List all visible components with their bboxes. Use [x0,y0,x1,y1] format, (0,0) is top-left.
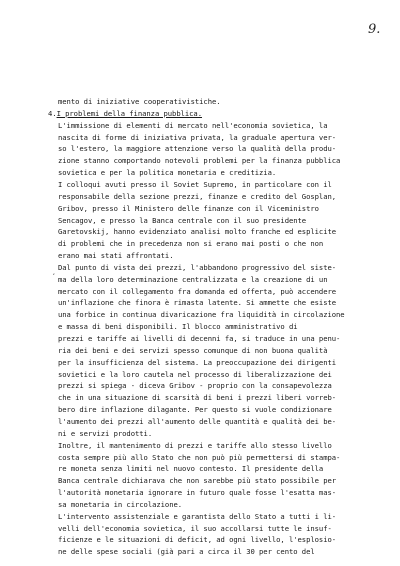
text-line: di problemi che in precedenza non si erano mai posti o che non [58,239,324,249]
text-line: un'inflazione che finora è rimasta latente. Si ammette che esiste [58,298,337,308]
text-line: re moneta senza limiti nel nuovo contesto. Il presidente della [58,464,324,474]
section-number: 4. [48,108,57,118]
text-line: ma della loro determinazione centralizzata e la creazione di un [58,274,328,284]
text-line: Inoltre, il mantenimento di prezzi e tariffe allo stesso livello [58,440,332,450]
text-line: erano mai stati affrontati. [58,251,174,261]
text-line: L'immissione di elementi di mercato nell'economia sovietica, la [58,120,328,130]
text-line: sa monetaria in circolazione. [58,499,183,509]
text-line: Dal punto di vista dei prezzi, l'abbandono progressivo del siste- [58,262,337,272]
text-line: per la insufficienza del sistema. La preoccupazione dei dirigenti [58,357,337,367]
text-line: bero dire inflazione dilagante. Per questo si vuole condizionare [58,405,332,415]
text-line: prezzi e tariffe ai livelli di decenni fa, si traduce in una penu- [58,334,341,343]
text-line: I colloqui avuti presso il Soviet Supremo, in particolare con il [58,179,332,189]
text-line: e massa di beni disponibili. Il blocco amministrativo di [58,322,298,332]
text-line: so l'estero, la maggiore attenzione verso la qualità della produ- [58,144,337,154]
text-line: che in una situazione di scarsità di beni i prezzi liberi vorreb- [58,393,337,403]
text-line: ne delle spese sociali (già pari a circa il 30 per cento del [58,547,315,557]
text-line: L'intervento assistenziale e garantista dello Stato a tutti i li- [58,511,337,521]
text-line: zione stanno comportando notevoli problemi per la finanza pubblica [58,156,341,166]
text-line: mento di iniziative cooperativistiche. [58,97,221,106]
text-line: costa sempre più allo Stato che non può più permettersi di stampa- [58,452,341,462]
text-line: ficienze e le situazioni di deficit, ad ogni livello, l'esplosio- [58,535,337,545]
text-line: Banca centrale dichiarava che non sarebbe più stato possibile per [58,476,337,486]
text-line: nascita di forme di iniziativa privata, la graduale apertura ver- [58,132,337,142]
text-line: ria dei beni e dei servizi spesso comunque di non buona qualità [58,345,328,355]
text-line: sovietici e la loro cautela nel processo di liberalizzazione dei [58,369,332,379]
text-line: una forbice in continua divaricazione fra liquidità in circolazione [58,310,345,320]
text-line: l'aumento dei prezzi all'aumento delle quantità e qualità dei be- [58,416,337,426]
text-line: mercato con il collegamento fra domanda ed offerta, può accendere [58,286,337,296]
text-line: ni e servizi prodotti. [58,428,153,438]
text-line: prezzi si spiega - diceva Gribov - proprio con la consapevolezza [58,381,332,391]
margin-mark: ʻ [52,272,56,280]
text-line: l'autorità monetaria ignorare in futuro quale fosse l'esatta mas- [58,488,337,498]
page-number: 9. [368,22,381,37]
text-line: Sencagov, e presso la Banca centrale con il suo presidente [58,215,307,225]
section-title: I problemi della finanza pubblica. [56,108,202,118]
section-heading [48,110,202,118]
text-line: velli dell'economia sovietica, il suo accollarsi tutte le insuf- [58,523,332,533]
text-line: Garetovskij, hanno evidenziato analisi molto franche ed esplicite [58,227,337,237]
text-line: sovietica e per la politica monetaria e creditizia. [58,168,277,178]
text-line: responsabile della sezione prezzi, finanze e credito del Gosplan, [58,191,337,201]
text-line: Gribov, presso il Ministero delle finanze con il Viceministro [58,203,319,213]
